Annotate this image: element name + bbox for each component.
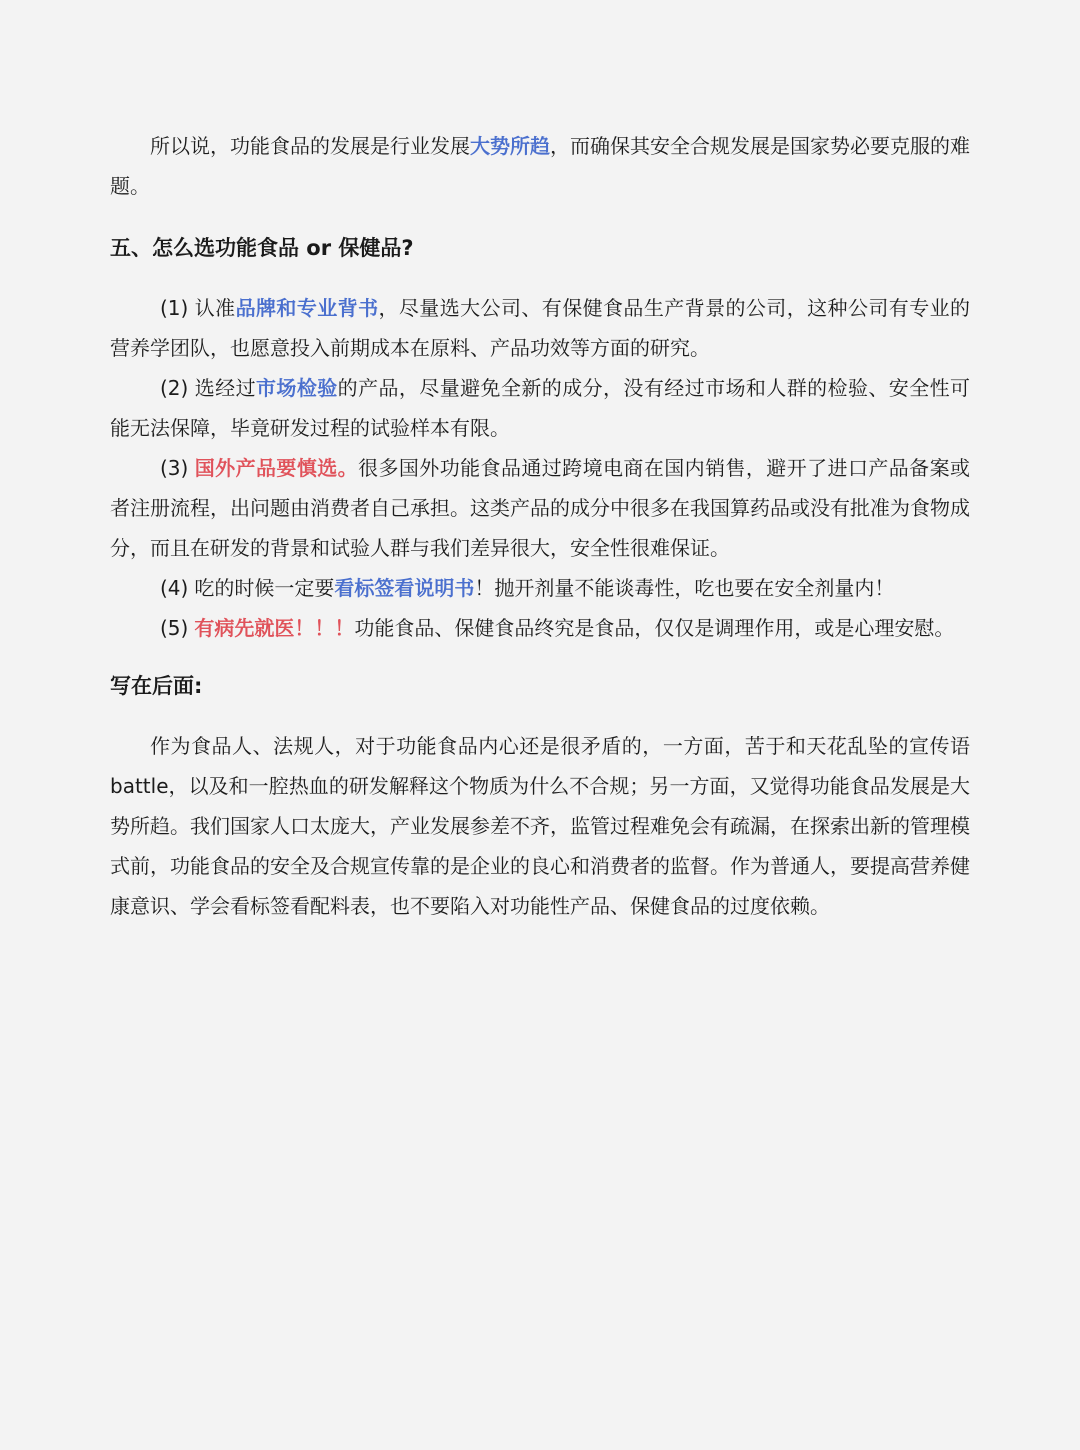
list-item-text-before: 吃的时候一定要 xyxy=(194,576,335,600)
list-item xyxy=(110,448,970,568)
list-item-text-after: 的产品，尽量避免全新的成分，没有经过市场和人群的检验、安全性可能无法保障，毕竟研发过程的试验样本有限。 xyxy=(110,376,971,440)
list-item-number: (3) xyxy=(160,456,189,480)
list-item-text-after: ，尽量选大公司、有保健食品生产背景的公司，这种公司有专业的营养学团队，也愿意投入前期成本在原料、产品功效等方面的研究。 xyxy=(110,296,971,360)
section-five-title: 五、怎么选功能食品 or 保健品? xyxy=(110,236,414,260)
list-item-text-before: 选经过 xyxy=(194,376,256,400)
list-item-highlight: 国外产品要慎选。 xyxy=(194,456,359,480)
list-item-text-after: 很多国外功能食品通过跨境电商在国内销售，避开了进口产品备案或者注册流程，出问题由消费者自己承担。这类产品的成分中很多在我国算药品或没有批准为食物成分，而且在研发的背景和试验人群与我们差异很大，安全性很难保证。 xyxy=(110,456,971,560)
intro-highlight: 大势所趋 xyxy=(470,134,550,158)
afterword-paragraph: 作为食品人、法规人，对于功能食品内心还是很矛盾的，一方面，苦于和天花乱坠的宣传语 battle，以及和一腔热血的研发解释这个物质为什么不合规；另一方面，又觉得功能食品发展是大势所趋。我们国家人口太庞大，产业发展参差不齐，监管过程难免会有疏漏，在探索出新的管理模式前，功能食品的安全及合规宣传靠的是企业的良心和消费者的监督。作为普通人，要提高营养健康意识、学会看标签看配料表，也不要陷入对功能性产品、保健食品的过度依赖。 xyxy=(110,734,970,918)
list-item-highlight: 有病先就医！！！ xyxy=(194,616,355,640)
intro-paragraph xyxy=(110,126,970,206)
list-item-highlight: 市场检验 xyxy=(256,376,338,400)
list-item-number: (4) xyxy=(160,576,189,600)
list-item xyxy=(110,288,970,368)
list-item xyxy=(110,568,970,608)
list-item xyxy=(110,608,970,648)
list-item-text-after: 功能食品、保健食品终究是食品，仅仅是调理作用，或是心理安慰。 xyxy=(354,616,955,640)
list-item-highlight: 品牌和专业背书 xyxy=(235,296,379,320)
list-item-number: (5) xyxy=(160,616,189,640)
list-item-number: (1) xyxy=(160,296,189,320)
list-item-number: (2) xyxy=(160,376,189,400)
list-item-text-before: 认准 xyxy=(194,296,236,320)
intro-text-before: 所以说，功能食品的发展是行业发展 xyxy=(150,134,470,158)
list-item-highlight: 看标签看说明书 xyxy=(334,576,475,600)
afterword-title: 写在后面: xyxy=(110,674,203,698)
list-item xyxy=(110,368,970,448)
list-item-text-after: ！抛开剂量不能谈毒性，吃也要在安全剂量内！ xyxy=(474,576,895,600)
intro-text-after: ，而确保其安全合规发展是国家势必要克服的难题。 xyxy=(110,134,970,198)
